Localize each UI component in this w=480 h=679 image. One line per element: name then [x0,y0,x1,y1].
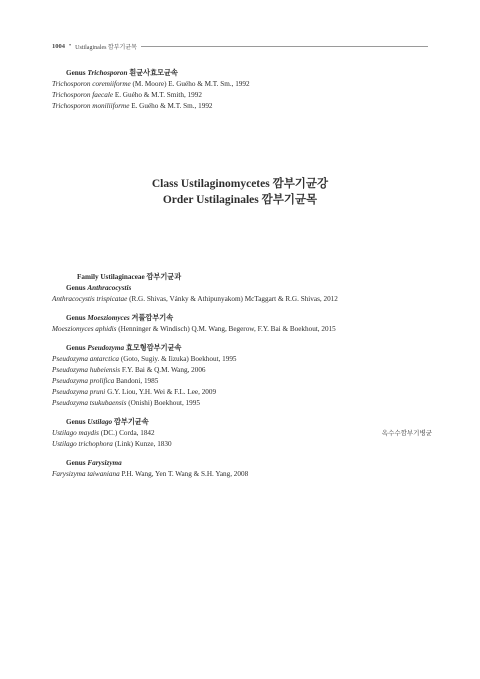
class-order-title [0,176,480,208]
running-title: Ustilaginales 깜부기균목 [75,44,137,51]
species-entry: Pseudozyma tsukubaensis (Onishi) Boekhout, 1995 [52,399,200,407]
page-number: 1004 [52,42,65,50]
family-block [52,272,432,480]
species-entry: Farysizyma taiwaniana P.H. Wang, Yen T. Wang & S.H. Yang, 2008 [52,470,249,478]
genus-heading-ustilago: Genus Ustilago 깜부기균속 [66,418,149,426]
header-rule [141,46,428,47]
species-entry: Pseudozyma pruni G.Y. Liou, Y.H. Wei & F.L. Lee, 2009 [52,388,217,396]
genus-block-trichosporon [52,68,432,112]
genus-heading-farysizyma: Genus Farysizyma [66,459,122,467]
species-entry: Pseudozyma antarctica (Goto, Sugiy. & Iizuka) Boekhout, 1995 [52,355,237,363]
species-entry: Trichosporon moniliiforme E. Guého & M.T. Sm., 1992 [52,102,213,110]
genus-heading: Genus Trichosporon 흰균사효모균속 [66,69,178,77]
header-bullet: • [69,43,72,49]
species-entry: Ustilago maydis (DC.) Corda, 1842 옥수수깜부기병균 [52,429,432,437]
family-heading: Family Ustilaginaceae 깜부기균과 [77,273,182,281]
class-title: Class Ustilaginomycetes 깜부기균강 [151,178,329,190]
species-entry: Pseudozyma prolifica Bandoni, 1985 [52,377,159,385]
species-entry: Trichosporon faecale E. Guého & M.T. Smith, 1992 [52,91,202,99]
genus-heading-anthracocystis: Genus Anthracocystis [66,284,132,292]
species-entry: Anthracocystis trispicatae (R.G. Shivas, Vánky & Athipunyakom) McTaggart & R.G. Shivas, 2012 [52,295,338,303]
species-entry: Moesziomyces aphidis (Henninger & Windisch) Q.M. Wang, Begerow, F.Y. Bai & Boekhout, 2015 [52,325,336,333]
order-title: Order Ustilaginales 깜부기균목 [162,194,318,206]
common-name-note: 옥수수깜부기병균 [381,430,432,437]
running-header [52,40,428,52]
species-entry: Ustilago trichophora (Link) Kunze, 1830 [52,440,172,448]
genus-heading-pseudozyma: Genus Pseudozyma 효모형깜부기균속 [66,344,182,352]
species-entry: Pseudozyma hubeiensis F.Y. Bai & Q.M. Wang, 2006 [52,366,206,374]
genus-heading-moesziomyces: Genus Moesziomyces 겨풀깜부기속 [66,314,174,322]
species-entry: Trichosporon coremiiforme (M. Moore) E. Guého & M.T. Sm., 1992 [52,80,250,88]
